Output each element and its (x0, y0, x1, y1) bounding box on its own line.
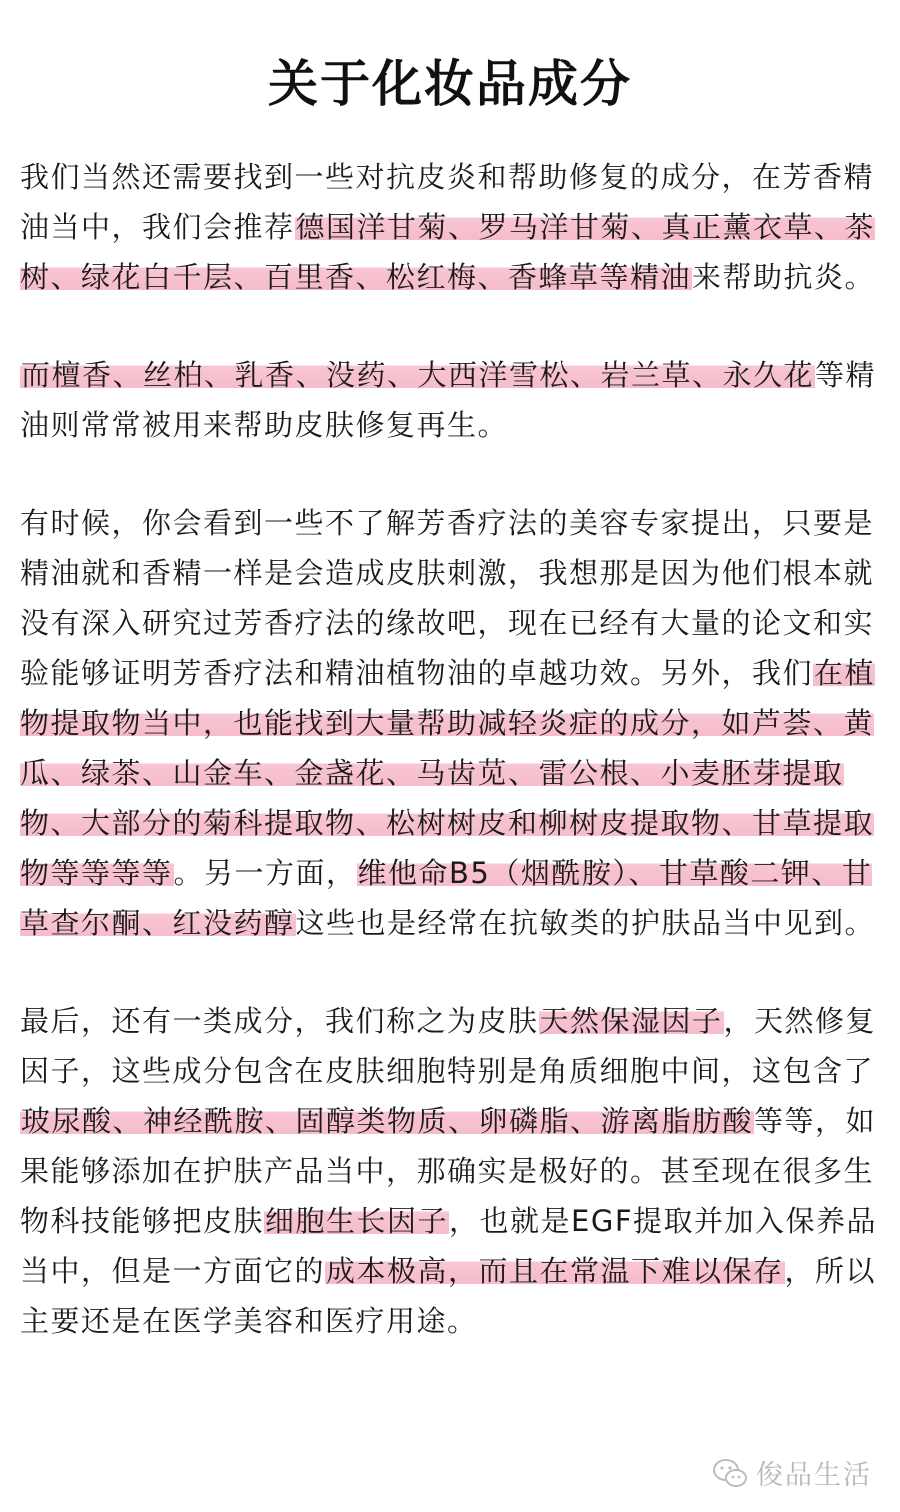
text-run: ，所以主要还是在医学美容和医疗用途。 (20, 1254, 877, 1338)
highlighted-text: 维他命B5（烟酰胺）、甘草酸二钾、甘草查尔酮、红没药醇 (20, 856, 873, 940)
highlighted-text: 而檀香、丝柏、乳香、没药、大西洋雪松、岩兰草、永久花 (21, 358, 815, 392)
highlighted-text: 成本极高，而且在常温下难以保存 (326, 1254, 784, 1288)
highlighted-text: 天然保湿因子 (539, 1004, 723, 1038)
paragraph-3 (20, 498, 882, 948)
paragraph-2 (20, 350, 882, 450)
watermark-text: 俊品生活 (756, 1460, 872, 1491)
text-run: 等等，如果能够添加在护肤产品当中，那确实是极好的。甚至现在很多生物科技能够把皮肤 (20, 1104, 877, 1238)
text-run: 等精油则常常被用来帮助皮肤修复再生。 (20, 358, 877, 442)
page-title: 关于化妆品成分 (268, 53, 632, 113)
paragraph-1 (20, 152, 882, 302)
text-run: 。另一方面， (173, 856, 357, 890)
highlighted-text: 在植物提取物当中，也能找到大量帮助减轻炎症的成分，如芦荟、黄瓜、绿茶、山金车、金盏花、马齿苋、雷公根、小麦胚芽提取物、大部分的菊科提取物、松树树皮和柳树皮提取物、甘草提取物等等等等 (20, 656, 876, 890)
article-body (20, 152, 882, 1394)
text-run: ，天然修复因子，这些成分包含在皮肤细胞特别是角质细胞中间，这包含了 (20, 1004, 877, 1088)
text-run: 我们当然还需要找到一些对抗皮炎和帮助修复的成分，在芳香精油当中，我们会推荐 (20, 160, 875, 244)
text-run: 最后，还有一类成分，我们称之为皮肤 (20, 1004, 539, 1038)
text-run: ，也就是EGF提取并加入保养品当中，但是一方面它的 (20, 1204, 878, 1288)
text-run: 这些也是经常在抗敏类的护肤品当中见到。 (295, 906, 876, 940)
highlighted-text: 德国洋甘菊、罗马洋甘菊、真正薰衣草、茶树、绿花白千层、百里香、松红梅、香蜂草等精油 (20, 210, 876, 294)
wechat-icon (712, 1457, 748, 1489)
watermark (712, 1453, 872, 1492)
text-run: 来帮助抗炎。 (692, 260, 876, 294)
highlighted-text: 玻尿酸、神经酰胺、固醇类物质、卵磷脂、游离脂肪酸 (21, 1104, 754, 1138)
text-run: 有时候，你会看到一些不了解芳香疗法的美容专家提出，只要是精油就和香精一样是会造成皮肤刺激，我想那是因为他们根本就没有深入研究过芳香疗法的缘故吧，现在已经有大量的论文和实验能够证明芳香疗法和精油植物油的卓越功效。另外，我们 (20, 506, 875, 690)
paragraph-4 (20, 996, 882, 1346)
highlighted-text: 细胞生长因子 (265, 1204, 449, 1238)
